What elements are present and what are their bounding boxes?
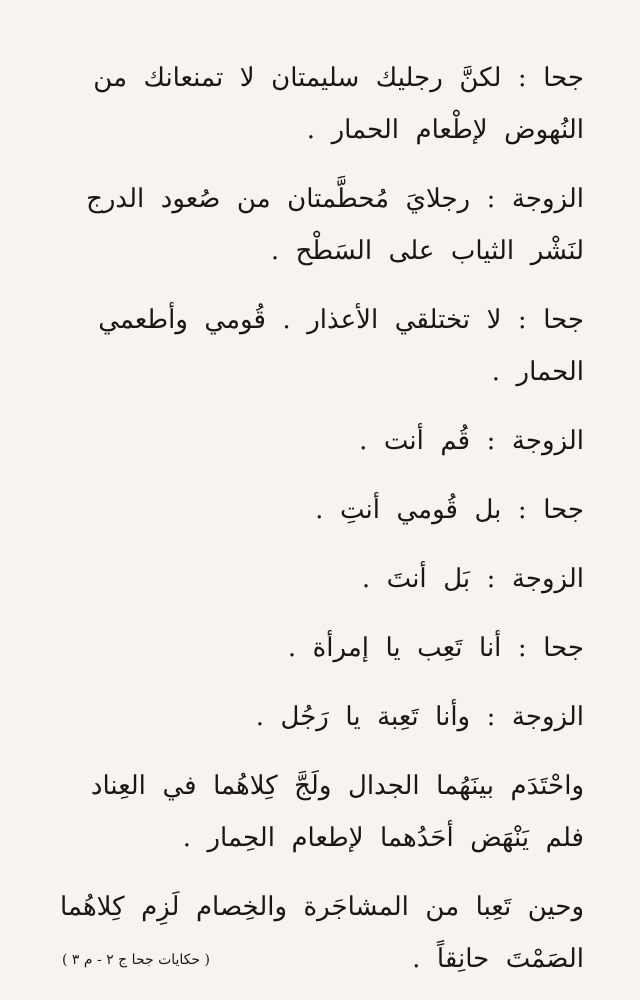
page-footer: ( حكايات جحا ج ٢ - م ٣ )	[62, 952, 210, 968]
paragraph-2: الزوجة : رجلايَ مُحطَّمتان من صُعود الدرج لنَشْر الثياب على السَطْح .	[69, 184, 584, 266]
paragraph-7: جحا : أنا تَعِب يا إمرأة .	[287, 633, 584, 663]
paragraph-8: الزوجة : وأنا تَعِبة يا رَجُل .	[255, 702, 584, 732]
paragraph-4: الزوجة : قُم أنت .	[359, 426, 584, 456]
paragraph-3: جحا : لا تختلقي الأعذار . قُومي وأطعمي الحمار .	[81, 305, 584, 387]
story-text	[43, 52, 584, 985]
paragraph-1: جحا : لكنَّ رجليك سليمتان لا تمنعانك من النُهوض لإطْعام الحمار .	[76, 63, 584, 145]
paragraph-10: وحين تَعِبا من المشاجَرة والخِصام لَزِم كِلاهُما الصَمْتَ حانِقاً .	[43, 892, 584, 974]
paragraph-6: الزوجة : بَل أنتَ .	[361, 564, 584, 594]
paragraph-5: جحا : بل قُومي أنتِ .	[315, 495, 584, 525]
paragraph-9: واحْتَدَم بينَهُما الجدال ولَجَّ كِلاهُما في العِناد فلم يَنْهَض أحَدُهما لإطعام الحِمار .	[74, 771, 584, 853]
